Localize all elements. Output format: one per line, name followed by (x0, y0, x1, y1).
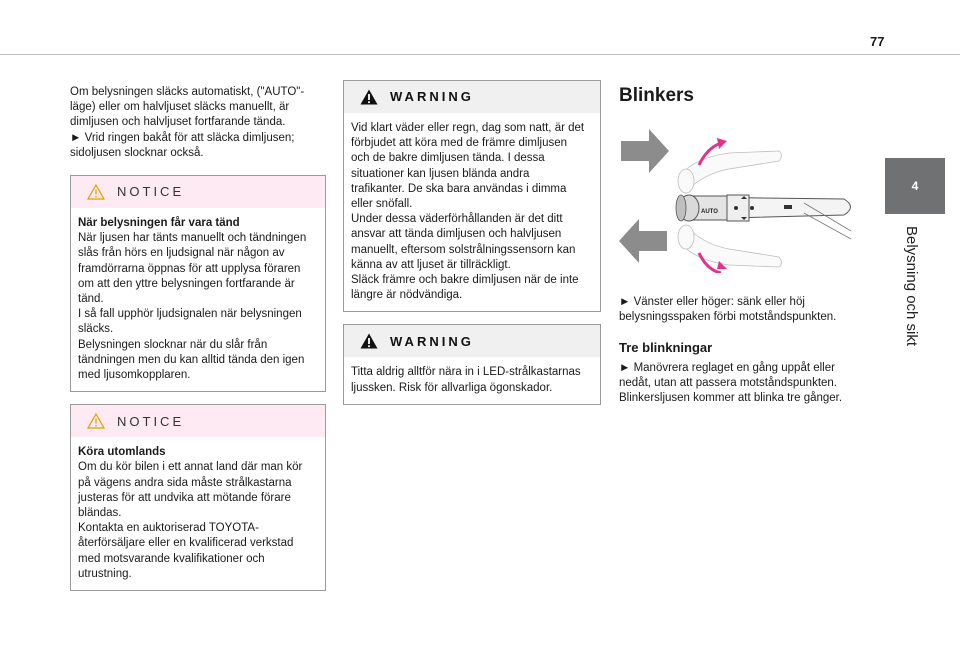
notice-heading: NOTICE (117, 184, 185, 200)
text-line: Kontakta en auktoriserad TOYOTA- (78, 522, 259, 535)
notice-header (71, 176, 325, 208)
text-line: När ljusen har tänts manuellt och tändningen (78, 232, 307, 245)
column-left (70, 85, 326, 591)
text-line: Titta aldrig alltför nära in i LED-strålkastarnas (351, 366, 581, 379)
text-line: känna av att ljuset är tillräckligt. (351, 258, 511, 271)
column-middle (343, 80, 601, 405)
notice-header (71, 405, 325, 437)
text-line: förbjudet att köra med de främre dimljusen (351, 137, 568, 150)
text-line: sidoljusen slocknar också. (70, 146, 204, 159)
warning-box-fog (343, 80, 601, 312)
warning-heading: WARNING (390, 89, 474, 105)
text-line: Belysningen slocknar när du slår från (78, 338, 268, 351)
left-arrow-icon (619, 219, 667, 263)
chapter-tab[interactable]: 4 (885, 158, 945, 214)
warning-box-led (343, 324, 601, 404)
notice-heading: NOTICE (117, 413, 185, 429)
warning-triangle-icon (360, 333, 378, 349)
text-line: belysningsspaken förbi motståndspunkten. (619, 311, 837, 324)
section-heading-blinkers: Blinkers (619, 85, 694, 106)
text-line: Släck främre och bakre dimljusen när de inte (351, 274, 579, 287)
text-line: justeras för att undvika att mötande förare (78, 491, 291, 504)
text-line: återförsäljare eller en kvalificerad verkstad (78, 537, 294, 550)
notice-title: När belysningen får vara tänd (78, 217, 240, 230)
text-line: Vid klart väder eller regn, dag som natt, är det (351, 122, 585, 134)
text-line: Blinkersljusen kommer att blinka tre gånger. (619, 392, 843, 405)
text-line: trafikanter. De ska bara användas i dimma (351, 182, 567, 195)
notice-body (71, 208, 325, 391)
text-line: slås från hörs en ljudsignal när någon av (78, 247, 285, 260)
warning-header (344, 325, 600, 357)
notice-body (71, 437, 325, 590)
text-line: om att den yttre belysningen fortfarande är (78, 277, 295, 290)
text-line: tändningen men du kan alltid tända den igen (78, 353, 305, 366)
text-line: eller snöfall. (351, 198, 413, 211)
chapter-title: Belysning och sikt (903, 226, 920, 347)
text-line: längre är nödvändiga. (351, 289, 463, 302)
text-line: bländas. (78, 507, 122, 520)
notice-box-lights-on (70, 175, 326, 392)
text-line: släcks. (78, 323, 114, 336)
stalk-illustration (619, 103, 859, 273)
text-line: nedåt, utan att passera motståndspunkten. (619, 377, 838, 390)
notice-box-abroad (70, 404, 326, 591)
text-line: tänd. (78, 293, 104, 306)
text-line: ► Vänster eller höger: sänk eller höj (619, 296, 805, 309)
text-line: Om belysningen släcks automatiskt, ("AUTO"- (70, 86, 305, 98)
header-rule (0, 54, 960, 55)
warning-triangle-icon (360, 89, 378, 105)
paragraph-left-right (619, 295, 859, 325)
text-line: på vägens andra sida måste strålkastarna (78, 476, 292, 489)
text-line: läge) eller om halvljuset släcks manuellt, är (70, 101, 290, 114)
column-right (619, 80, 859, 406)
text-line: ansvar att tända dimljusen och halvljusen (351, 228, 562, 241)
text-line: ► Manövrera reglaget en gång uppåt eller (619, 361, 835, 374)
text-line: situationer kan ljusen blända andra (351, 167, 530, 180)
warning-header (344, 81, 600, 113)
text-line: med motsvarande kvalifikationer och (78, 552, 265, 565)
text-line: manuellt, eftersom solstrålningssensorn kan (351, 243, 576, 256)
text-line: och de bakre dimljusen tända. I dessa (351, 152, 545, 165)
paragraph-three-blinks (619, 361, 859, 407)
notice-triangle-icon (87, 184, 105, 200)
text-line: Om du kör bilen i ett annat land där man kör (78, 461, 303, 474)
text-line: ljussken. Risk för allvarliga ögonskador. (351, 381, 553, 394)
text-line: I så fall upphör ljudsignalen när belysningen (78, 308, 302, 321)
text-line: dimljusen och halvljuset fortfarande tända. (70, 116, 286, 129)
right-arrow-icon (621, 129, 669, 173)
subheading-three-blinks: Tre blinkningar (619, 339, 713, 355)
text-line: ► Vrid ringen bakåt för att släcka dimljusen; (70, 131, 295, 144)
warning-body (344, 113, 600, 311)
warning-heading: WARNING (390, 333, 474, 349)
intro-paragraph (70, 85, 326, 161)
text-line: framdörrarna öppnas för att upplysa föraren (78, 262, 301, 275)
warning-body (344, 357, 600, 403)
text-line: Under dessa väderförhållanden är det ditt (351, 213, 563, 226)
text-line: med ljusomkopplaren. (78, 369, 191, 382)
page-number: 77 (870, 34, 885, 49)
text-line: utrustning. (78, 567, 132, 580)
notice-triangle-icon (87, 413, 105, 429)
auto-label: AUTO (701, 209, 718, 216)
notice-title: Köra utomlands (78, 446, 166, 459)
